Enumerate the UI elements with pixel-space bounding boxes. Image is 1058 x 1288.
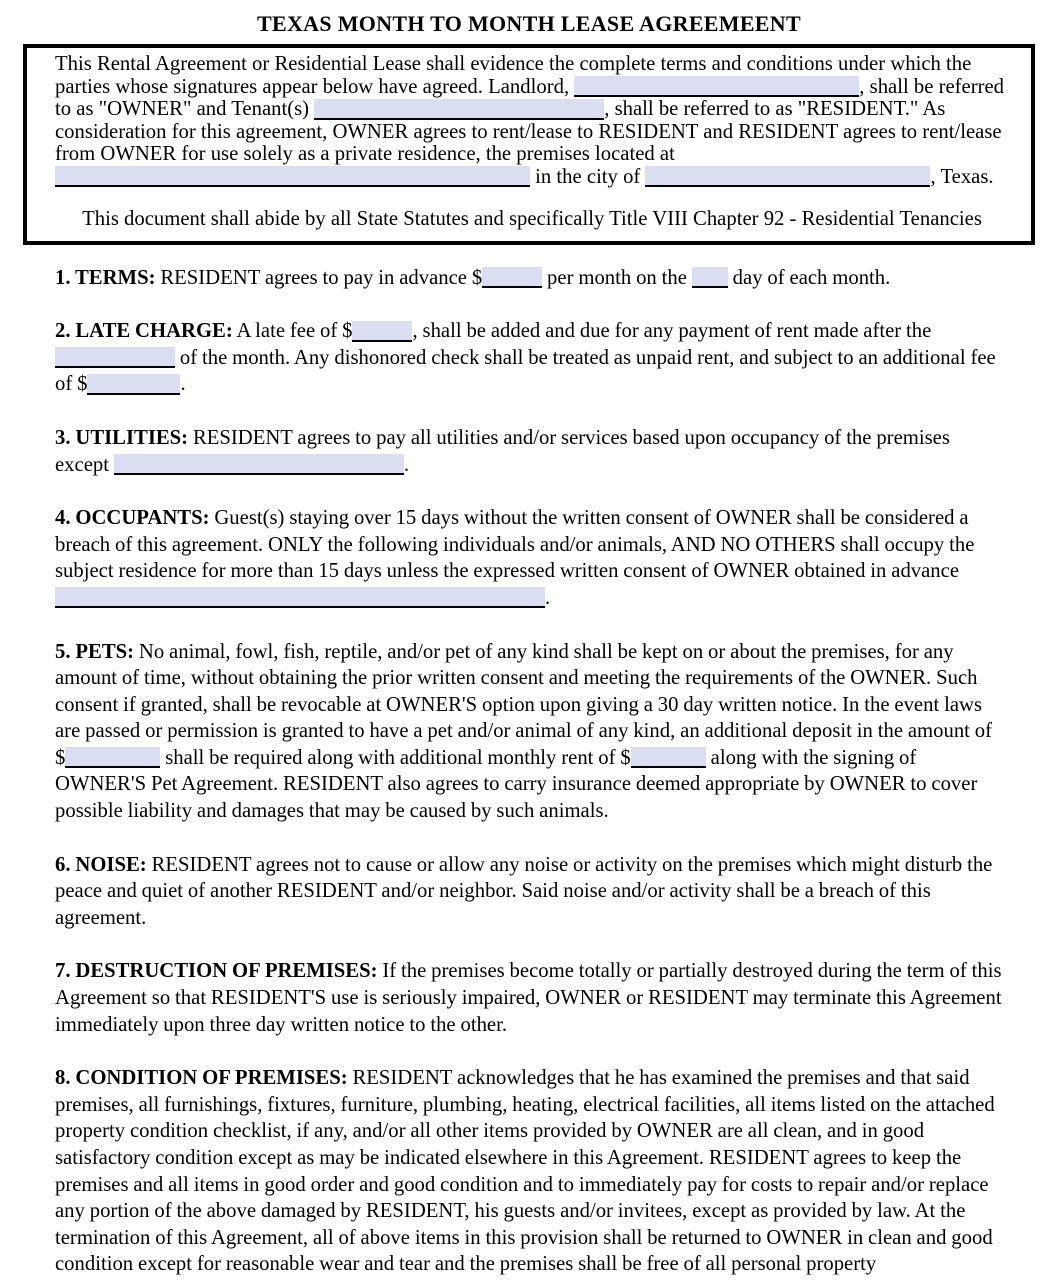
paragraph-text: . bbox=[180, 373, 186, 396]
paragraph-text: RESIDENT agrees to pay all utilities and/or services based upon occupancy of the premises except bbox=[55, 426, 950, 476]
pet-deposit-field[interactable] bbox=[65, 747, 160, 768]
paragraph-text: , shall be referred to as "RESIDENT." As consideration for this agreement, OWNER agrees to rent/lease to RESIDENT and RESIDENT agrees to rent/lease from OWNER for use solely as a private residence, the premises located at bbox=[55, 98, 1002, 166]
section-terms bbox=[55, 265, 1005, 292]
section-pets bbox=[55, 639, 1005, 825]
paragraph-text: in the city of bbox=[530, 165, 646, 188]
paragraph-text: RESIDENT acknowledges that he has examined the premises and that said premises, all furnishings, fixtures, furniture, plumbing, heating, electrical facilities, all items listed on the attached property condition checklist, if any, and/or all other items provided by OWNER are all clean, and in good satisfactory condition except as may be indicated elsewhere in this Agreement. RESIDENT agrees to keep the premises and all items in good order and good condition and to immediately pay for costs to repair and/or replace any portion of the above damaged by RESIDENT, his guests and/or invitees, except as provided by law. At the termination of this Agreement, all of above items in this provision shall be returned to OWNER in clean and good condition except for reasonable wear and tear and the premises shall be free of all personal property bbox=[55, 1067, 995, 1276]
paragraph-text: , shall be added and due for any payment of rent made after the bbox=[412, 320, 932, 343]
section-heading-noise: 6. NOISE: bbox=[55, 853, 147, 876]
paragraph-text: . bbox=[545, 586, 551, 609]
paragraph-text: Guest(s) staying over 15 days without the written consent of OWNER shall be considered a breach of this agreement. ONLY the following individuals and/or animals, AND NO OTHERS shall occupy the subject residence for more than 15 days unless the expressed written consent of OWNER obtained in advance bbox=[55, 507, 975, 583]
premises-address-field[interactable] bbox=[55, 166, 530, 187]
section-destruction-of-premises bbox=[55, 958, 1005, 1038]
late-after-day-field[interactable] bbox=[55, 347, 175, 368]
section-utilities bbox=[55, 425, 1005, 478]
late-fee-field[interactable] bbox=[352, 321, 412, 342]
rent-due-day-field[interactable] bbox=[692, 267, 728, 288]
paragraph-text: shall be required along with additional monthly rent of $ bbox=[160, 746, 631, 769]
section-heading-pets: 5. PETS: bbox=[55, 640, 135, 663]
section-heading-occupants: 4. OCCUPANTS: bbox=[55, 507, 210, 530]
paragraph-text: This Rental Agreement or Residential Lease shall evidence the complete terms and conditions under which the parties whose signatures appear below have agreed. Landlord, bbox=[55, 53, 972, 98]
paragraph-text: of the month. Any dishonored check shall be treated as unpaid rent, and subject to an additional fee of $ bbox=[55, 346, 996, 396]
paragraph-text: per month on the bbox=[542, 266, 692, 289]
utilities-exception-field[interactable] bbox=[114, 454, 404, 475]
section-heading-late-charge: 2. LATE CHARGE: bbox=[55, 320, 233, 343]
paragraph-text: A late fee of $ bbox=[232, 320, 353, 343]
paragraph-text: , Texas. bbox=[930, 165, 994, 188]
intro-box bbox=[23, 44, 1035, 245]
dishonored-check-fee-field[interactable] bbox=[87, 374, 180, 395]
landlord-name-field[interactable] bbox=[574, 76, 859, 97]
section-condition-of-premises bbox=[55, 1065, 1005, 1278]
paragraph-text: , shall be referred to as "OWNER" and Tenant(s) bbox=[55, 75, 1005, 121]
document-title: TEXAS MONTH TO MONTH LEASE AGREEMEENT bbox=[257, 11, 801, 36]
statute-line: This document shall abide by all State Statutes and specifically Title VIII Chapter 92 - Residential Tenancies bbox=[82, 207, 982, 230]
section-heading-terms: 1. TERMS: bbox=[55, 266, 156, 289]
paragraph-text: . bbox=[403, 453, 410, 476]
section-heading-utilities: 3. UTILITIES: bbox=[55, 426, 189, 449]
monthly-rent-field[interactable] bbox=[482, 267, 542, 288]
paragraph-text: No animal, fowl, fish, reptile, and/or pet of any kind shall be kept on or about the premises, for any amount of time, without obtaining the prior written consent and meeting the requirements of the OWNER. Such consent if granted, shall be revocable at OWNER'S option upon giving a 30 day written notice. In the event laws are passed or permission is granted to have a pet and/or animal of any kind, an additional deposit in the amount of $ bbox=[55, 640, 993, 769]
paragraph-text: RESIDENT agrees not to cause or allow any noise or activity on the premises which might disturb the peace and quiet of another RESIDENT and/or neighbor. Said noise and/or activity shall be a breach of this agreement. bbox=[55, 853, 993, 929]
tenant-name-field[interactable] bbox=[314, 99, 604, 120]
section-heading-destruction: 7. DESTRUCTION OF PREMISES: bbox=[55, 960, 378, 983]
section-late-charge bbox=[55, 318, 1005, 398]
section-noise bbox=[55, 852, 1005, 932]
paragraph-text: day of each month. bbox=[727, 266, 891, 289]
section-occupants bbox=[55, 505, 1005, 611]
paragraph-text: If the premises become totally or partially destroyed during the term of this Agreement so that RESIDENT'S use is seriously impaired, OWNER or RESIDENT may terminate this Agreement immediately upon three day written notice to the other. bbox=[55, 960, 1002, 1036]
intro-paragraph bbox=[55, 53, 1009, 189]
occupants-list-field[interactable] bbox=[55, 587, 545, 608]
paragraph-text: RESIDENT agrees to pay in advance $ bbox=[155, 266, 483, 289]
pet-monthly-rent-field[interactable] bbox=[631, 747, 706, 768]
city-field[interactable] bbox=[645, 166, 930, 187]
paragraph-text: along with the signing of OWNER'S Pet Agreement. RESIDENT also agrees to carry insurance deemed appropriate by OWNER to cover possible liability and damages that may be caused by such animals. bbox=[55, 746, 978, 823]
section-heading-condition: 8. CONDITION OF PREMISES: bbox=[55, 1067, 348, 1090]
sections-container bbox=[55, 265, 1005, 1278]
